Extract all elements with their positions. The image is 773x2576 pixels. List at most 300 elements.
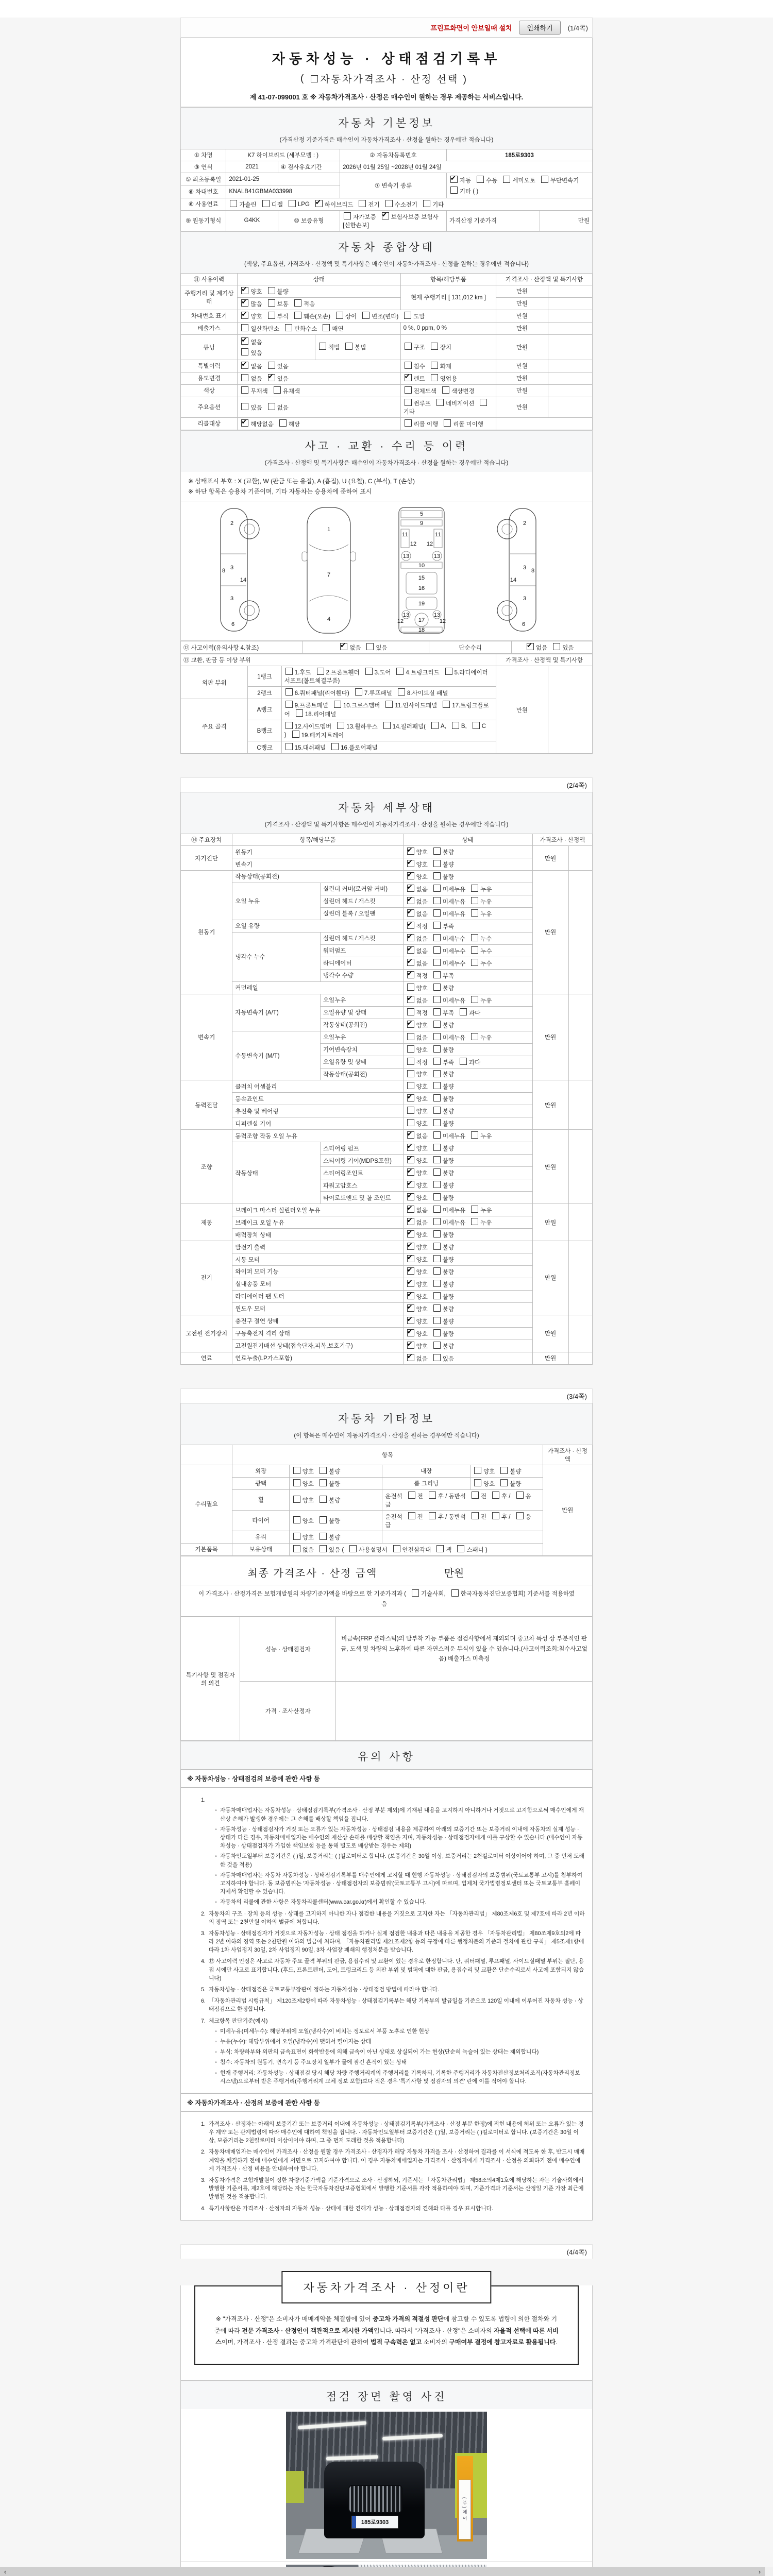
table-cell: 제동 [181,1204,232,1241]
checkbox[interactable] [293,1533,300,1540]
checkbox[interactable] [541,176,548,183]
checkbox[interactable] [503,176,510,183]
checkbox[interactable] [407,1008,414,1015]
table-cell [289,1531,382,1543]
checkbox-checked[interactable] [241,312,248,319]
checkbox[interactable] [433,1304,441,1312]
checkbox[interactable] [471,959,478,966]
checkbox[interactable] [292,731,299,738]
checkbox[interactable] [405,343,412,350]
checkbox[interactable] [444,419,451,427]
checkbox[interactable] [433,872,441,879]
checkbox[interactable] [355,688,362,696]
checkbox-checked[interactable] [407,934,414,941]
checkbox[interactable] [268,362,275,369]
checkbox[interactable] [285,701,293,708]
checkbox[interactable] [480,399,487,406]
table-cell [548,384,592,397]
checkbox[interactable] [285,668,293,675]
checkbox-checked[interactable] [407,922,414,929]
checkbox[interactable] [433,885,441,892]
checkbox[interactable] [516,1512,524,1519]
checkbox[interactable] [433,1230,441,1238]
checkbox[interactable] [433,1144,441,1151]
label: 미세누유 [442,1133,466,1140]
label: 불량 [442,1306,455,1313]
notice-sub-item [194,1825,585,1851]
label: 없음 [416,1133,428,1140]
checkbox[interactable] [398,688,405,696]
checkbox[interactable] [296,709,303,717]
checkbox[interactable] [293,1516,300,1523]
checkbox[interactable] [320,1533,327,1540]
label: 없음 [535,645,548,652]
label: 없음 [416,997,428,1004]
checkbox-checked[interactable] [241,362,248,369]
checkbox[interactable] [407,1082,414,1089]
table-cell [403,1105,532,1117]
checkbox[interactable] [471,996,478,1003]
table-cell [403,1229,532,1241]
checkbox-checked[interactable] [407,909,414,917]
checkbox[interactable] [452,722,459,729]
label: 없음 [416,911,428,918]
checkbox[interactable] [433,1070,441,1077]
checkbox[interactable] [241,374,248,381]
checkbox[interactable] [320,1516,327,1523]
checkbox[interactable] [433,1094,441,1101]
checkbox[interactable] [471,934,478,941]
bullet-icon: ◦ [215,1826,217,1833]
checkbox[interactable] [433,1156,441,1163]
table-cell: 전기 [181,1241,232,1315]
checkbox[interactable] [473,722,480,729]
notice-item-number: 2. [200,1910,206,1917]
checkbox[interactable] [433,1280,441,1287]
checkbox[interactable] [320,1545,327,1552]
checkbox[interactable] [396,668,404,675]
checkbox[interactable] [472,1492,479,1499]
panel-number: 12 [397,618,404,625]
checkbox[interactable] [323,324,330,331]
checkbox[interactable] [279,419,287,427]
checkbox[interactable] [433,971,441,978]
label: 전 [417,1514,423,1520]
checkbox-checked[interactable] [407,1094,414,1101]
table-cell [470,1465,543,1477]
checkbox[interactable] [433,984,441,991]
checkbox[interactable] [492,1492,499,1499]
checkbox[interactable] [405,419,412,427]
label: 누수 [480,960,492,967]
bullet-icon: ◦ [215,2049,217,2056]
checkbox-checked[interactable] [407,1280,414,1287]
checkbox[interactable] [471,1218,478,1225]
checkbox[interactable] [262,200,270,207]
checkbox-checked[interactable] [407,1206,414,1213]
checkbox-checked[interactable] [407,1193,414,1200]
label: 1.후드 [294,670,311,676]
checkbox[interactable] [433,1342,441,1349]
label: 양호 [416,1109,428,1115]
checkbox-checked[interactable] [407,885,414,892]
checkbox[interactable] [433,1218,441,1225]
checkbox[interactable] [433,860,441,867]
checkbox[interactable] [433,1292,441,1299]
print-button[interactable]: 인쇄하기 [519,21,560,35]
checkbox[interactable] [404,312,411,319]
checkbox[interactable] [471,897,478,904]
checkbox[interactable] [319,343,326,350]
label: 불량 [442,1195,455,1202]
checkbox-checked[interactable] [407,1317,414,1324]
checkbox[interactable] [408,1512,415,1519]
checkbox-checked[interactable] [407,1021,414,1028]
checkbox[interactable] [433,1168,441,1176]
label: 있음 [277,363,289,370]
label: 운전석 [385,1493,402,1500]
table-cell: 만원 [496,310,548,322]
table-cell: 워터펌프 [320,944,403,957]
checkbox[interactable] [471,909,478,917]
checkbox[interactable] [477,176,484,183]
checkbox[interactable] [471,1131,478,1139]
table-cell: 충전구 절연 상태 [232,1315,403,1327]
panel-rank-table [180,654,593,754]
checkbox[interactable] [331,743,339,750]
label: 후 / 동반석 [438,1493,466,1500]
table-cell [238,322,400,334]
checkbox[interactable] [433,1267,441,1275]
checkbox[interactable] [294,299,301,307]
checkbox-checked[interactable] [407,946,414,954]
checkbox[interactable] [405,362,412,369]
checkbox[interactable] [431,722,439,729]
checkbox[interactable] [433,1008,441,1015]
checkbox[interactable] [405,399,412,406]
checkbox[interactable] [433,934,441,941]
checkbox-checked[interactable] [407,1304,414,1312]
checkbox[interactable] [471,1206,478,1213]
checkbox[interactable] [349,1545,357,1552]
checkbox[interactable] [393,1545,400,1552]
checkbox[interactable] [405,386,412,394]
caution-notices [180,1769,593,2221]
checkbox[interactable] [471,946,478,954]
checkbox[interactable] [293,1479,300,1486]
label: 누수 [480,936,492,942]
label: 기타 ( ) [459,188,479,195]
status-code-legend [180,472,593,502]
checkbox[interactable] [429,1512,436,1519]
table-cell: 작동상태 [232,1142,321,1204]
car-panel-diagram [180,501,593,641]
checkbox[interactable] [451,1589,459,1597]
checkbox[interactable] [345,343,352,350]
checkbox[interactable] [320,1479,327,1486]
checkbox[interactable] [407,1107,414,1114]
checkbox[interactable] [472,1512,479,1519]
checkbox[interactable] [471,1033,478,1040]
checkbox[interactable] [433,1058,441,1065]
table-cell: 클러치 어셈블리 [232,1080,403,1093]
checkbox[interactable] [443,701,450,708]
checkbox-checked[interactable] [407,1181,414,1188]
checkbox[interactable] [500,1467,508,1474]
checkbox-checked[interactable] [407,1342,414,1349]
checkbox[interactable] [433,848,441,855]
checkbox[interactable] [433,1045,441,1053]
checkbox-checked[interactable] [407,860,414,867]
table-cell: 커먼레일 [232,981,403,994]
checkbox[interactable] [241,386,248,394]
label: 전 [417,1493,423,1500]
checkbox[interactable] [362,312,369,319]
checkbox[interactable] [407,1058,414,1065]
notice-item-number: 3. [200,2177,206,2184]
checkbox[interactable] [311,75,318,82]
checkbox[interactable] [241,403,248,410]
notice-item-number: 5. [200,1987,206,1993]
checkbox-checked[interactable] [407,897,414,904]
checkbox[interactable] [285,743,293,750]
checkbox[interactable] [241,324,248,331]
checkbox[interactable] [293,1496,300,1503]
checkbox-checked[interactable] [527,643,534,650]
checkbox[interactable] [492,1512,499,1519]
print-install-hint[interactable]: 프린트화면이 안보일때 설치 [430,24,512,32]
checkbox[interactable] [433,1021,441,1028]
checkbox-checked[interactable] [407,1218,414,1225]
checkbox[interactable] [442,386,449,394]
checkbox-checked[interactable] [407,848,414,855]
checkbox[interactable] [433,1082,441,1089]
label: B, [461,723,467,730]
checkbox[interactable] [285,324,292,331]
checkbox[interactable] [407,1070,414,1077]
checkbox-checked[interactable] [407,1144,414,1151]
checkbox-checked[interactable] [407,1230,414,1238]
checkbox[interactable] [268,299,275,307]
checkbox-checked[interactable] [407,1255,414,1262]
checkbox-checked[interactable] [407,1354,414,1361]
document-title: 자동차성능 · 상태점검기록부 [272,51,501,66]
checkbox[interactable] [433,1033,441,1040]
checkbox-checked[interactable] [268,374,275,381]
table-cell [238,417,400,430]
checkbox[interactable] [385,701,393,708]
checkbox[interactable] [365,668,373,675]
notice-item-text: 자동차매매업자는 매수인이 가격조사 · 산정을 원할 경우 가격조사 · 산정자가 해당 자동차 가격을 조사 · 산정하여 결과를 이 서식에 적도록 한 후, 반드시 매매계약을 체결하기 전에 매수인에게 서면으로 고지하여야 합니다. 이 경우 자동차매매업자는 가격조사 · 산정자에게 가격조사 · 산정을 의뢰하기 전에 매수인에게 가격조사 · 산정 비용을 안내하여야 합니다. [209,2149,585,2172]
checkbox[interactable] [359,200,366,207]
checkbox-checked[interactable] [407,1156,414,1163]
checkbox[interactable] [433,959,441,966]
checkbox[interactable] [433,897,441,904]
checkbox[interactable] [433,946,441,954]
checkbox-checked[interactable] [407,1243,414,1250]
table-cell: 오일누유 [320,1031,403,1043]
checkbox[interactable] [423,200,430,207]
checkbox[interactable] [407,1045,414,1053]
table-cell [403,1327,532,1340]
checkbox-checked[interactable] [241,337,248,345]
checkbox[interactable] [344,212,351,219]
checkbox-checked[interactable] [407,1292,414,1299]
checkbox[interactable] [320,1496,327,1503]
table-cell [446,173,592,198]
horizontal-scrollbar[interactable] [0,2567,773,2576]
table-cell: 만원 [532,1204,568,1241]
checkbox[interactable] [460,1008,467,1015]
print-toolbar [180,18,593,38]
checkbox[interactable] [293,1545,300,1552]
label: 장치 [440,345,451,351]
checkbox[interactable] [407,1033,414,1040]
checkbox[interactable] [408,1492,415,1499]
checkbox[interactable] [433,1181,441,1188]
notice-item-text: 자동차의 구조 · 장치 등의 성능 · 상태를 고지하지 아니한 자나 점검한 내용을 거짓으로 고지한 자는 「자동차관리법」 제80조제6호 및 제7호에 따라 2년 이하의 징역 또는 2천만원 이하의 벌금에 처합니다. [209,1910,585,1925]
checkbox[interactable] [433,922,441,929]
checkbox[interactable] [407,1119,414,1126]
checkbox[interactable] [366,643,374,650]
checkbox[interactable] [431,362,438,369]
checkbox-checked[interactable] [407,1329,414,1336]
checkbox[interactable] [433,1193,441,1200]
checkbox[interactable] [433,1255,441,1262]
table-cell [548,322,592,334]
checkbox[interactable] [268,403,275,410]
checkbox[interactable] [433,1119,441,1126]
checkbox[interactable] [450,187,458,194]
checkbox[interactable] [433,1354,441,1361]
table-cell [289,1477,382,1489]
checkbox[interactable] [553,643,560,650]
table-cell [403,1056,532,1068]
label: 양호 [416,1047,428,1054]
table-cell [281,741,496,754]
checkbox[interactable] [429,1492,436,1499]
checkbox[interactable] [433,996,441,1003]
checkbox[interactable] [433,1131,441,1139]
checkbox[interactable] [294,312,301,319]
checkbox[interactable] [516,1492,524,1499]
checkbox[interactable] [274,386,281,394]
checkbox[interactable] [433,1243,441,1250]
checkbox[interactable] [317,668,324,675]
label: 미세누유 [442,1208,466,1214]
checkbox[interactable] [285,688,293,696]
label: 불량 [442,1109,455,1115]
checkbox[interactable] [433,1317,441,1324]
label: 자가보증 [353,214,376,221]
checkbox[interactable] [293,1467,300,1474]
table-cell: 특별이력 [181,360,238,372]
table-cell: ⑤ 최초등록일 [181,173,226,185]
table-cell: 작동상태(공회전) [320,1068,403,1080]
checkbox-checked[interactable] [340,643,347,650]
checkbox[interactable] [500,1479,508,1486]
label: 있음 [442,1355,455,1362]
checkbox-checked[interactable] [315,200,323,207]
checkbox[interactable] [433,1329,441,1336]
notice-block-body [180,1788,593,2093]
notice-block-body [180,2112,593,2221]
checkbox[interactable] [460,1058,467,1065]
table-cell: 주행거리 및 계기상태 [181,285,238,310]
checkbox-checked[interactable] [450,176,458,183]
checkbox-checked[interactable] [407,971,414,978]
checkbox[interactable] [433,909,441,917]
checkbox[interactable] [471,885,478,892]
table-cell: 원동기 [232,846,403,858]
checkbox[interactable] [337,722,344,729]
label: 기타 [432,201,444,208]
checkbox-checked[interactable] [407,1168,414,1176]
checkbox[interactable] [230,200,237,207]
label: 불량 [442,1232,455,1239]
checkbox[interactable] [268,287,275,294]
checkbox[interactable] [383,722,391,729]
checkbox[interactable] [334,701,341,708]
detail-condition-table [180,834,593,1365]
checkbox[interactable] [433,1206,441,1213]
table-cell: 만원 [532,1315,568,1352]
checkbox[interactable] [285,722,293,729]
checkbox-checked[interactable] [407,1267,414,1275]
notice-item [194,1796,585,1804]
label: 적음 [303,301,315,308]
checkbox-checked[interactable] [407,872,414,879]
checkbox-checked[interactable] [241,299,248,307]
table-cell: 오일 유량 [232,920,403,932]
checkbox-checked[interactable] [407,959,414,966]
panel-number: 2 [230,520,234,527]
checkbox[interactable] [385,200,393,207]
checkbox[interactable] [436,1545,444,1552]
scroll-right-arrow[interactable]: › [754,2567,765,2576]
checkbox[interactable] [241,348,248,355]
checkbox-checked[interactable] [241,287,248,294]
checkbox[interactable] [289,200,296,207]
checkbox-checked[interactable] [407,1131,414,1139]
checkbox-checked[interactable] [405,374,412,381]
checkbox[interactable] [336,312,343,319]
checkbox[interactable] [457,1545,464,1552]
scroll-left-arrow[interactable]: ‹ [0,2567,10,2576]
checkbox[interactable] [436,399,444,406]
page-1 [180,38,593,107]
checkbox[interactable] [268,312,275,319]
checkbox-checked[interactable] [407,996,414,1003]
checkbox-checked[interactable] [241,419,248,427]
checkbox[interactable] [474,1479,481,1486]
panel-number: 7 [327,572,331,579]
checkbox[interactable] [445,668,452,675]
table-cell [340,210,447,231]
checkbox[interactable] [320,1467,327,1474]
table-cell [403,1290,532,1302]
label: 6.쿼터패널(리어휀다) [294,690,349,697]
checkbox[interactable] [407,984,414,991]
table-cell: 오일 누유 [232,883,321,920]
checkbox[interactable] [412,1589,419,1597]
checkbox[interactable] [474,1467,481,1474]
checkbox[interactable] [431,343,438,350]
label: A, [440,723,446,730]
checkbox[interactable] [433,1107,441,1114]
checkbox[interactable] [431,374,438,381]
checkbox-checked[interactable] [382,212,389,219]
